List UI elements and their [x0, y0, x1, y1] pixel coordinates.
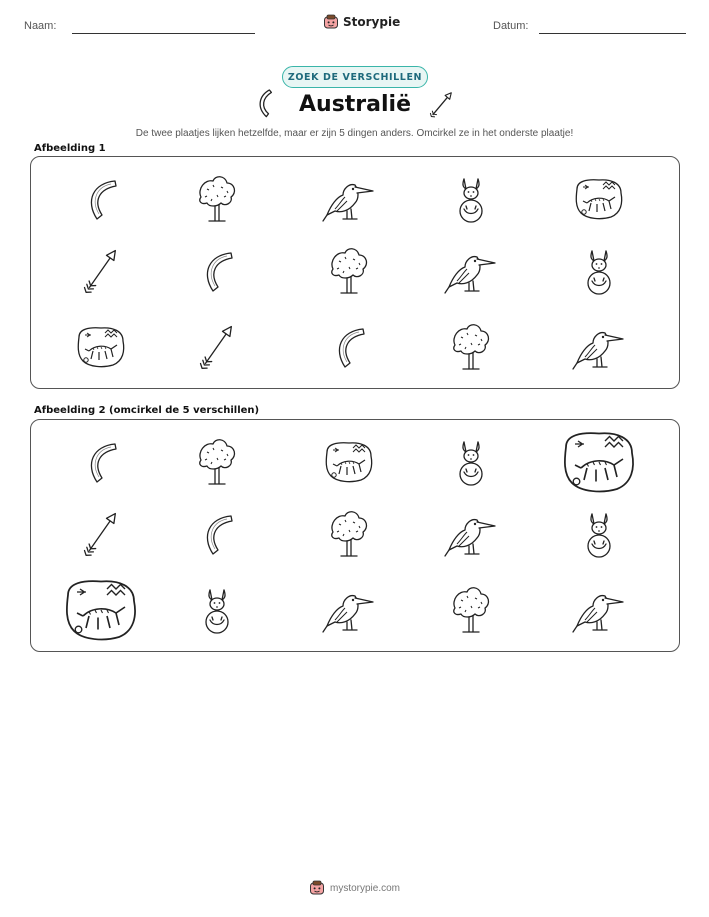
- picture2-cell-1-4[interactable]: [441, 434, 501, 490]
- kangaroo-icon: [199, 586, 235, 634]
- kangaroo-icon: [581, 510, 617, 558]
- kangaroo-icon: [581, 247, 617, 295]
- picture1-cell-1-5: [569, 171, 629, 227]
- picture2-cell-2-3[interactable]: [319, 506, 379, 562]
- picture2-panel[interactable]: [30, 419, 680, 652]
- kookaburra-icon: [571, 322, 627, 372]
- name-label: Naam:: [24, 20, 57, 32]
- boomerang-icon: [327, 323, 371, 371]
- boomerang-icon: [195, 247, 239, 295]
- picture1-cell-2-4: [441, 243, 501, 299]
- picture2-cell-2-1[interactable]: [71, 506, 131, 562]
- rock-art-icon: [62, 577, 140, 643]
- tree-icon: [451, 323, 491, 371]
- footer-site[interactable]: mystorypie.com: [329, 882, 400, 894]
- kookaburra-icon: [321, 174, 377, 224]
- date-line[interactable]: [539, 33, 686, 34]
- name-line[interactable]: [72, 33, 255, 34]
- picture1-cell-3-2: [187, 319, 247, 375]
- spear-icon: [77, 245, 125, 297]
- picture2-cell-2-4[interactable]: [441, 506, 501, 562]
- picture2-cell-3-4[interactable]: [441, 582, 501, 638]
- picture2-cell-1-2[interactable]: [187, 434, 247, 490]
- date-label: Datum:: [493, 20, 529, 32]
- boomerang-icon: [195, 510, 239, 558]
- picture2-cell-1-5[interactable]: [559, 429, 639, 495]
- picture2-cell-3-2[interactable]: [187, 582, 247, 638]
- picture2-cell-2-5[interactable]: [569, 506, 629, 562]
- picture1-cell-2-2: [187, 243, 247, 299]
- kookaburra-icon: [443, 509, 499, 559]
- brand-name: Storypie: [343, 15, 401, 29]
- storypie-mascot-icon: [323, 14, 339, 30]
- tree-icon: [197, 175, 237, 223]
- picture1-panel: [30, 156, 680, 389]
- rock-art-icon: [323, 440, 375, 484]
- kookaburra-icon: [571, 585, 627, 635]
- kangaroo-icon: [453, 438, 489, 486]
- picture1-cell-3-3: [319, 319, 379, 375]
- picture1-label: Afbeelding 1: [34, 143, 106, 154]
- spear-icon: [193, 321, 241, 373]
- rock-art-icon: [75, 325, 127, 369]
- picture1-cell-1-2: [187, 171, 247, 227]
- tree-icon: [451, 586, 491, 634]
- picture2-cell-1-3[interactable]: [319, 434, 379, 490]
- storypie-mascot-icon: [309, 880, 325, 896]
- kookaburra-icon: [443, 246, 499, 296]
- kookaburra-icon: [321, 585, 377, 635]
- picture1-cell-1-1: [71, 171, 131, 227]
- tree-icon: [329, 510, 369, 558]
- picture1-cell-3-1: [71, 319, 131, 375]
- kangaroo-icon: [453, 175, 489, 223]
- spear-icon: [77, 508, 125, 560]
- tree-icon: [329, 247, 369, 295]
- instructions: De twee plaatjes lijken hetzelfde, maar er zijn 5 dingen anders. Omcirkel ze in het onderste plaatje!: [135, 128, 574, 139]
- picture1-cell-1-4: [441, 171, 501, 227]
- page-title: Australië: [299, 92, 411, 117]
- picture1-cell-1-3: [319, 171, 379, 227]
- rock-art-icon: [560, 429, 638, 495]
- picture1-cell-2-3: [319, 243, 379, 299]
- picture2-cell-2-2[interactable]: [187, 506, 247, 562]
- picture1-cell-3-4: [441, 319, 501, 375]
- picture2-label: Afbeelding 2 (omcirkel de 5 verschillen): [34, 405, 260, 416]
- tree-icon: [197, 438, 237, 486]
- picture2-cell-3-5[interactable]: [569, 582, 629, 638]
- rock-art-icon: [573, 177, 625, 221]
- picture1-cell-2-1: [71, 243, 131, 299]
- picture2-cell-1-1[interactable]: [71, 434, 131, 490]
- brand-logo: [323, 14, 400, 30]
- picture2-cell-3-1[interactable]: [61, 577, 141, 643]
- worksheet-badge: ZOEK DE VERSCHILLEN: [282, 66, 428, 88]
- boomerang-icon: [79, 438, 123, 486]
- picture1-cell-2-5: [569, 243, 629, 299]
- picture2-cell-3-3[interactable]: [319, 582, 379, 638]
- footer: [0, 880, 709, 896]
- title-spear-icon: [428, 89, 454, 121]
- boomerang-icon: [79, 175, 123, 223]
- picture1-cell-3-5: [569, 319, 629, 375]
